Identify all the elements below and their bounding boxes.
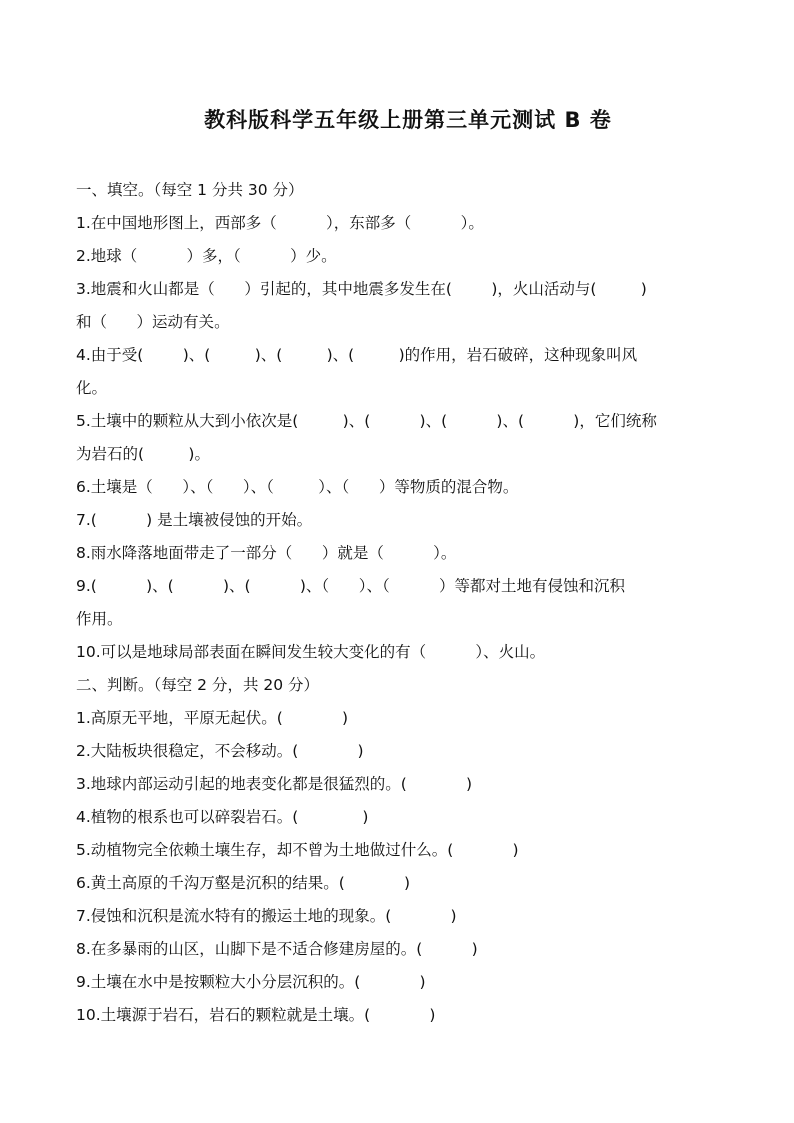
question-line: 8.在多暴雨的山区，山脚下是不适合修建房屋的。( ) — [76, 940, 478, 958]
question-line: 9.( )、( )、( )、（ ）、（ ）等都对土地有侵蚀和沉积 — [76, 577, 625, 595]
question-line: 2.地球（ ）多，（ ）少。 — [76, 247, 337, 265]
question-line: 7.( ) 是土壤被侵蚀的开始。 — [76, 511, 313, 529]
question-line: 为岩石的( )。 — [76, 445, 210, 463]
question-line: 5.动植物完全依赖土壤生存，却不曾为土地做过什么。( ) — [76, 841, 519, 859]
section-true-false — [76, 669, 734, 1032]
question-line: 10.土壤源于岩石，岩石的颗粒就是土壤。( ) — [76, 1006, 436, 1024]
section-heading: 二、判断。（每空 2 分，共 20 分） — [76, 676, 320, 694]
question-line: 和（ ）运动有关。 — [76, 313, 230, 331]
page-title: 教科版科学五年级上册第三单元测试 B 卷 — [204, 108, 612, 132]
section-fill-in — [76, 174, 734, 669]
question-line: 4.由于受( )、( )、( )、( )的作用，岩石破碎，这种现象叫风 — [76, 346, 638, 364]
question-line: 6.土壤是（ ）、（ ）、（ ）、（ ）等物质的混合物。 — [76, 478, 519, 496]
question-line: 4.植物的根系也可以碎裂岩石。( ) — [76, 808, 369, 826]
question-line: 8.雨水降落地面带走了一部分（ ）就是（ ）。 — [76, 544, 457, 562]
question-line: 作用。 — [76, 610, 123, 628]
question-line: 1.高原无平地，平原无起伏。( ) — [76, 709, 349, 727]
question-line: 9.土壤在水中是按颗粒大小分层沉积的。( ) — [76, 973, 426, 991]
question-line: 10.可以是地球局部表面在瞬间发生较大变化的有（ ）、火山。 — [76, 643, 546, 661]
question-line: 5.土壤中的颗粒从大到小依次是( )、( )、( )、( )，它们统称 — [76, 412, 657, 430]
question-line: 化。 — [76, 379, 108, 397]
question-line: 1.在中国地形图上，西部多（ ），东部多（ ）。 — [76, 214, 484, 232]
question-line: 3.地震和火山都是（ ）引起的，其中地震多发生在( )，火山活动与( ) — [76, 280, 647, 298]
section-heading: 一、填空。（每空 1 分共 30 分） — [76, 181, 304, 199]
question-line: 3.地球内部运动引起的地表变化都是很猛烈的。( ) — [76, 775, 473, 793]
question-line: 2.大陆板块很稳定，不会移动。( ) — [76, 742, 364, 760]
question-line: 6.黄土高原的千沟万壑是沉积的结果。( ) — [76, 874, 411, 892]
question-line: 7.侵蚀和沉积是流水特有的搬运土地的现象。( ) — [76, 907, 457, 925]
